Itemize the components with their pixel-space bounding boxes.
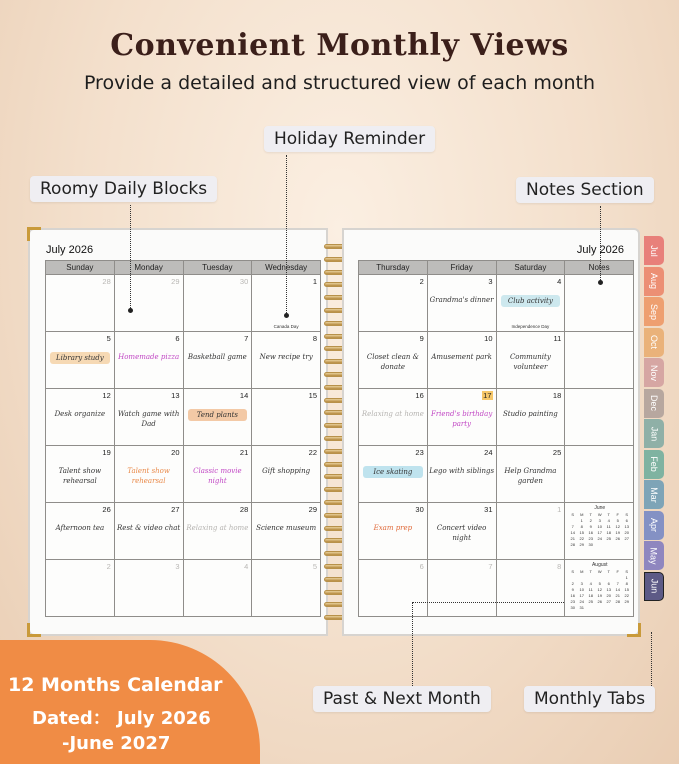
event-note: Community volunteer bbox=[509, 353, 551, 371]
planner-spread bbox=[28, 228, 654, 636]
weekday-header: Sunday bbox=[46, 261, 115, 275]
corner-guard bbox=[627, 623, 641, 637]
mini-day: 26 bbox=[597, 599, 602, 604]
day-number: 30 bbox=[239, 277, 249, 286]
mini-day: 23 bbox=[588, 536, 593, 541]
mini-day: M bbox=[580, 569, 584, 574]
callout-past-next-month: Past & Next Month bbox=[313, 686, 491, 712]
mini-day bbox=[577, 575, 586, 580]
mini-day: 5 bbox=[598, 581, 601, 586]
mini-day bbox=[595, 605, 604, 610]
month-tab-label: Feb bbox=[648, 456, 659, 472]
day-number: 7 bbox=[488, 562, 493, 571]
mini-day: 1 bbox=[625, 575, 628, 580]
connector-line bbox=[412, 602, 413, 686]
mini-day: 22 bbox=[624, 593, 629, 598]
week-row bbox=[46, 389, 321, 446]
mini-day bbox=[604, 542, 613, 547]
holiday-label: Independence Day bbox=[511, 324, 550, 329]
day-cell[interactable] bbox=[427, 503, 496, 560]
week-row bbox=[359, 332, 634, 389]
day-number: 15 bbox=[308, 391, 317, 400]
day-cell[interactable] bbox=[114, 503, 183, 560]
day-number: 1 bbox=[557, 505, 562, 514]
mini-day: 30 bbox=[588, 542, 593, 547]
day-cell[interactable] bbox=[46, 503, 115, 560]
mini-day: 19 bbox=[597, 593, 602, 598]
day-cell[interactable] bbox=[252, 389, 321, 446]
mini-day: 9 bbox=[571, 587, 574, 592]
day-number: 4 bbox=[244, 562, 249, 571]
day-number: 3 bbox=[488, 277, 493, 286]
weekday-header: Saturday bbox=[496, 261, 565, 275]
mini-day: 24 bbox=[597, 536, 602, 541]
day-cell[interactable] bbox=[183, 389, 252, 446]
weekday-header: Thursday bbox=[359, 261, 428, 275]
event-note: Tend plants bbox=[188, 409, 248, 421]
mini-calendar-title: August bbox=[591, 562, 608, 568]
mini-day: 13 bbox=[606, 587, 611, 592]
mini-day: 9 bbox=[589, 524, 592, 529]
day-number: 11 bbox=[553, 334, 562, 343]
mini-day: 26 bbox=[615, 536, 620, 541]
mini-day: 17 bbox=[579, 593, 584, 598]
day-cell[interactable] bbox=[252, 446, 321, 503]
connector-line bbox=[412, 602, 564, 603]
mini-day: 16 bbox=[588, 530, 593, 535]
weekday-header: Friday bbox=[427, 261, 496, 275]
month-tab-label: Aug bbox=[648, 272, 659, 290]
callout-holiday-reminder: Holiday Reminder bbox=[264, 126, 435, 152]
mini-day: S bbox=[571, 512, 575, 517]
mini-day: 4 bbox=[607, 518, 610, 523]
day-cell[interactable] bbox=[183, 560, 252, 617]
page-subtitle: Provide a detailed and structured view of each month bbox=[83, 72, 596, 94]
week-row bbox=[359, 275, 634, 332]
day-number: 8 bbox=[312, 334, 317, 343]
mini-day: 11 bbox=[606, 524, 611, 529]
mini-day: W bbox=[597, 569, 602, 574]
day-number: 27 bbox=[171, 505, 180, 514]
week-row bbox=[46, 275, 321, 332]
week-row bbox=[46, 332, 321, 389]
mini-day bbox=[568, 575, 577, 580]
mini-day: 10 bbox=[579, 587, 584, 592]
event-note: Closet clean & donate bbox=[366, 353, 419, 371]
mini-day: F bbox=[616, 569, 619, 574]
callout-monthly-tabs: Monthly Tabs bbox=[524, 686, 655, 712]
event-note: Homemade pizza bbox=[118, 353, 180, 361]
month-tab-label: Jan bbox=[648, 426, 659, 441]
mini-day: 31 bbox=[579, 605, 584, 610]
month-tab-jun[interactable] bbox=[644, 572, 664, 601]
month-tab-aug[interactable] bbox=[644, 267, 664, 296]
day-number: 29 bbox=[171, 277, 180, 286]
day-number: 3 bbox=[175, 562, 180, 571]
day-cell[interactable] bbox=[46, 275, 115, 332]
month-tab-nov[interactable] bbox=[644, 358, 664, 387]
mini-day bbox=[595, 575, 604, 580]
event-note: New recipe try bbox=[259, 353, 313, 361]
mini-day: 21 bbox=[570, 536, 575, 541]
day-number: 19 bbox=[102, 448, 111, 457]
mini-day: 8 bbox=[580, 524, 583, 529]
day-number: 10 bbox=[484, 334, 493, 343]
day-number: 18 bbox=[552, 391, 562, 400]
event-note: Classic movie night bbox=[193, 467, 242, 485]
mini-day: S bbox=[625, 569, 629, 574]
mini-calendar-grid bbox=[568, 569, 631, 610]
day-cell[interactable] bbox=[427, 560, 496, 617]
mini-day: 2 bbox=[589, 518, 592, 523]
mini-calendar-title: June bbox=[594, 505, 606, 511]
mini-day: 17 bbox=[597, 530, 602, 535]
day-cell[interactable] bbox=[496, 332, 565, 389]
notes-cell[interactable] bbox=[565, 446, 634, 503]
month-tab-feb[interactable] bbox=[644, 450, 664, 479]
month-title-left: July 2026 bbox=[46, 244, 94, 256]
day-cell[interactable] bbox=[427, 275, 496, 332]
day-number: 30 bbox=[415, 505, 424, 514]
day-cell[interactable] bbox=[252, 503, 321, 560]
mini-day: 4 bbox=[589, 581, 592, 586]
day-number: 22 bbox=[308, 448, 317, 457]
mini-day: 7 bbox=[571, 524, 574, 529]
week-row bbox=[46, 503, 321, 560]
day-cell[interactable] bbox=[496, 446, 565, 503]
day-cell[interactable] bbox=[46, 332, 115, 389]
day-number: 8 bbox=[557, 562, 562, 571]
event-note: Ice skating bbox=[363, 466, 423, 478]
mini-day: 10 bbox=[597, 524, 602, 529]
mini-day bbox=[586, 575, 595, 580]
mini-day bbox=[604, 605, 613, 610]
mini-day: 16 bbox=[570, 593, 575, 598]
week-row bbox=[359, 560, 634, 617]
mini-calendar-june bbox=[568, 505, 631, 547]
day-number: 6 bbox=[175, 334, 180, 343]
day-number: 25 bbox=[552, 448, 562, 457]
notes-cell[interactable] bbox=[565, 332, 634, 389]
month-tab-mar[interactable] bbox=[644, 480, 664, 509]
mini-day: 28 bbox=[570, 542, 575, 547]
mini-day: 25 bbox=[588, 599, 593, 604]
month-tab-label: Nov bbox=[648, 364, 659, 381]
event-note: Relaxing at home bbox=[361, 410, 424, 418]
spiral-binding bbox=[328, 244, 342, 624]
mini-day: 23 bbox=[570, 599, 575, 604]
day-number: 14 bbox=[239, 391, 249, 400]
weekday-header: Monday bbox=[114, 261, 183, 275]
event-note: Lego with siblings bbox=[429, 467, 495, 475]
day-cell[interactable] bbox=[359, 560, 428, 617]
day-number: 17 bbox=[483, 391, 492, 400]
event-note: Friend's birthday party bbox=[430, 410, 493, 428]
day-cell[interactable] bbox=[496, 389, 565, 446]
day-cell[interactable] bbox=[427, 389, 496, 446]
month-tab-label: Mar bbox=[649, 486, 659, 503]
day-number: 23 bbox=[415, 448, 424, 457]
day-number: 7 bbox=[244, 334, 249, 343]
month-tab-oct[interactable] bbox=[644, 328, 664, 357]
left-page bbox=[28, 228, 328, 636]
mini-day bbox=[586, 605, 595, 610]
mini-day: T bbox=[607, 512, 610, 517]
day-cell[interactable] bbox=[183, 446, 252, 503]
mini-day: 12 bbox=[615, 524, 620, 529]
day-cell[interactable] bbox=[427, 332, 496, 389]
mini-day: T bbox=[607, 569, 610, 574]
event-note: Amusement park bbox=[431, 353, 492, 361]
day-number: 31 bbox=[484, 505, 493, 514]
month-tab-may[interactable] bbox=[644, 541, 664, 570]
connector-line bbox=[130, 205, 131, 310]
month-title-right: July 2026 bbox=[576, 244, 624, 256]
day-number: 4 bbox=[557, 277, 562, 286]
mini-day: 18 bbox=[588, 593, 593, 598]
day-number: 6 bbox=[419, 562, 424, 571]
day-cell[interactable] bbox=[427, 446, 496, 503]
event-note: Help Grandma garden bbox=[504, 467, 557, 485]
mini-day bbox=[622, 605, 631, 610]
connector-line bbox=[600, 206, 601, 282]
mini-day: 18 bbox=[606, 530, 611, 535]
month-tab-label: Sep bbox=[648, 303, 659, 320]
event-note: Basketball game bbox=[187, 353, 247, 361]
month-tab-apr[interactable] bbox=[644, 511, 664, 540]
day-cell[interactable] bbox=[359, 389, 428, 446]
day-number: 5 bbox=[312, 562, 317, 571]
weekday-header: Tuesday bbox=[183, 261, 252, 275]
mini-day: 29 bbox=[624, 599, 629, 604]
day-number: 9 bbox=[419, 334, 424, 343]
calendar-grid-left bbox=[45, 260, 321, 617]
mini-day: 3 bbox=[580, 581, 583, 586]
callout-roomy-daily-blocks: Roomy Daily Blocks bbox=[30, 176, 217, 202]
mini-day: 27 bbox=[606, 599, 611, 604]
event-note: Library study bbox=[50, 352, 110, 364]
mini-calendar-grid bbox=[568, 512, 631, 547]
day-cell[interactable] bbox=[114, 275, 183, 332]
mini-day: M bbox=[580, 512, 584, 517]
day-cell[interactable] bbox=[359, 503, 428, 560]
day-cell[interactable] bbox=[183, 275, 252, 332]
mini-day: 6 bbox=[625, 518, 628, 523]
day-number: 2 bbox=[106, 562, 111, 571]
day-cell[interactable] bbox=[114, 332, 183, 389]
event-note: Concert video night bbox=[436, 524, 487, 542]
mini-day: S bbox=[571, 569, 575, 574]
day-cell[interactable] bbox=[359, 446, 428, 503]
week-row bbox=[359, 446, 634, 503]
mini-day: 30 bbox=[570, 605, 575, 610]
month-tab-label: Jul bbox=[648, 244, 659, 257]
weekday-header: Notes bbox=[565, 261, 634, 275]
notes-cell[interactable] bbox=[565, 503, 634, 560]
day-cell[interactable] bbox=[114, 560, 183, 617]
event-note: Club activity bbox=[501, 295, 561, 307]
connector-line bbox=[651, 632, 652, 686]
calendar-grid-right bbox=[358, 260, 634, 617]
event-note: Studio painting bbox=[503, 410, 558, 418]
event-note: Grandma's dinner bbox=[429, 296, 494, 304]
weekday-header: Wednesday bbox=[252, 261, 321, 275]
week-row bbox=[46, 446, 321, 503]
day-number: 16 bbox=[415, 391, 424, 400]
day-cell[interactable] bbox=[496, 560, 565, 617]
mini-day bbox=[595, 542, 604, 547]
mini-day: 7 bbox=[616, 581, 619, 586]
month-tab-label: Apr bbox=[648, 517, 659, 533]
mini-day: 27 bbox=[624, 536, 629, 541]
mini-day bbox=[613, 542, 622, 547]
badge-line-3: -June 2027 bbox=[62, 733, 171, 754]
mini-day bbox=[604, 575, 613, 580]
mini-day: 21 bbox=[615, 593, 620, 598]
event-note: Rest & video chat bbox=[117, 524, 181, 532]
mini-day: 14 bbox=[615, 587, 620, 592]
mini-day: 15 bbox=[579, 530, 584, 535]
corner-guard bbox=[27, 623, 41, 637]
mini-day: 13 bbox=[624, 524, 629, 529]
month-tab-label: Jun bbox=[648, 578, 659, 594]
day-cell[interactable] bbox=[359, 332, 428, 389]
month-tab-label: May bbox=[648, 546, 659, 565]
month-tab-jan[interactable] bbox=[644, 419, 664, 448]
month-tab-label: Oct bbox=[648, 334, 659, 350]
day-number: 5 bbox=[106, 334, 111, 343]
day-number: 24 bbox=[484, 448, 493, 457]
mini-day: 1 bbox=[580, 518, 583, 523]
badge-line-1: 12 Months Calendar bbox=[8, 674, 223, 696]
week-row bbox=[46, 560, 321, 617]
notes-cell[interactable] bbox=[565, 389, 634, 446]
mini-day: 25 bbox=[606, 536, 611, 541]
mini-day: 19 bbox=[615, 530, 620, 535]
mini-day bbox=[568, 518, 577, 523]
week-row bbox=[359, 503, 634, 560]
day-cell[interactable] bbox=[114, 389, 183, 446]
day-number: 29 bbox=[308, 505, 317, 514]
mini-day: 29 bbox=[579, 542, 584, 547]
connector-line bbox=[286, 155, 287, 315]
mini-day: 24 bbox=[579, 599, 584, 604]
mini-day: 15 bbox=[624, 587, 629, 592]
connector-dot bbox=[284, 313, 289, 318]
day-number: 26 bbox=[102, 505, 111, 514]
mini-day: F bbox=[616, 512, 619, 517]
day-cell[interactable] bbox=[252, 332, 321, 389]
mini-day: 3 bbox=[598, 518, 601, 523]
day-number: 1 bbox=[312, 277, 317, 286]
mini-day bbox=[622, 542, 631, 547]
notes-cell[interactable] bbox=[565, 560, 634, 617]
mini-day bbox=[613, 575, 622, 580]
page-title: Convenient Monthly Views bbox=[110, 28, 569, 63]
event-note: Talent show rehearsal bbox=[58, 467, 102, 485]
day-cell[interactable] bbox=[46, 560, 115, 617]
mini-day: 22 bbox=[579, 536, 584, 541]
mini-day bbox=[613, 605, 622, 610]
day-number: 13 bbox=[171, 391, 180, 400]
day-cell[interactable] bbox=[183, 503, 252, 560]
day-cell[interactable] bbox=[252, 560, 321, 617]
day-number: 12 bbox=[102, 391, 111, 400]
mini-day: 2 bbox=[571, 581, 574, 586]
mini-day: T bbox=[589, 512, 592, 517]
connector-dot bbox=[598, 280, 603, 285]
month-tab-jul[interactable] bbox=[644, 236, 664, 265]
corner-guard bbox=[27, 227, 41, 241]
right-page bbox=[342, 228, 640, 636]
badge-line-2: Dated： July 2026 bbox=[32, 708, 211, 729]
event-note: Science museum bbox=[256, 524, 317, 532]
connector-dot bbox=[128, 308, 133, 313]
holiday-label: Canada Day bbox=[273, 324, 299, 329]
event-note: Desk organize bbox=[54, 410, 106, 418]
day-cell[interactable] bbox=[183, 332, 252, 389]
day-number: 28 bbox=[239, 505, 249, 514]
month-tab-dec[interactable] bbox=[644, 389, 664, 418]
day-cell[interactable] bbox=[114, 446, 183, 503]
day-cell[interactable] bbox=[496, 503, 565, 560]
month-tab-sep[interactable] bbox=[644, 297, 664, 326]
day-cell[interactable] bbox=[359, 275, 428, 332]
day-cell[interactable] bbox=[46, 446, 115, 503]
mini-day: W bbox=[597, 512, 602, 517]
week-row bbox=[359, 389, 634, 446]
callout-notes-section: Notes Section bbox=[516, 177, 654, 203]
event-note: Watch game with Dad bbox=[117, 410, 180, 428]
mini-day: 12 bbox=[597, 587, 602, 592]
mini-day: S bbox=[625, 512, 629, 517]
day-number: 28 bbox=[102, 277, 111, 286]
mini-day: 28 bbox=[615, 599, 620, 604]
mini-day: 8 bbox=[625, 581, 628, 586]
event-note: Talent show rehearsal bbox=[127, 467, 170, 485]
mini-day: 11 bbox=[588, 587, 593, 592]
mini-day: 6 bbox=[607, 581, 610, 586]
event-note: Afternoon tea bbox=[55, 524, 105, 532]
event-note: Relaxing at home bbox=[186, 524, 249, 532]
mini-day: T bbox=[589, 569, 592, 574]
day-number: 2 bbox=[419, 277, 424, 286]
day-number: 20 bbox=[171, 448, 180, 457]
mini-day: 14 bbox=[570, 530, 575, 535]
day-cell[interactable] bbox=[496, 275, 565, 332]
day-cell[interactable] bbox=[46, 389, 115, 446]
mini-day: 20 bbox=[606, 593, 611, 598]
event-note: Exam prep bbox=[373, 524, 413, 532]
month-tab-label: Dec bbox=[648, 394, 659, 412]
mini-day: 20 bbox=[624, 530, 629, 535]
day-number: 21 bbox=[239, 448, 249, 457]
mini-day: 5 bbox=[616, 518, 619, 523]
mini-calendar-august bbox=[568, 562, 631, 610]
event-note: Gift shopping bbox=[262, 467, 311, 475]
